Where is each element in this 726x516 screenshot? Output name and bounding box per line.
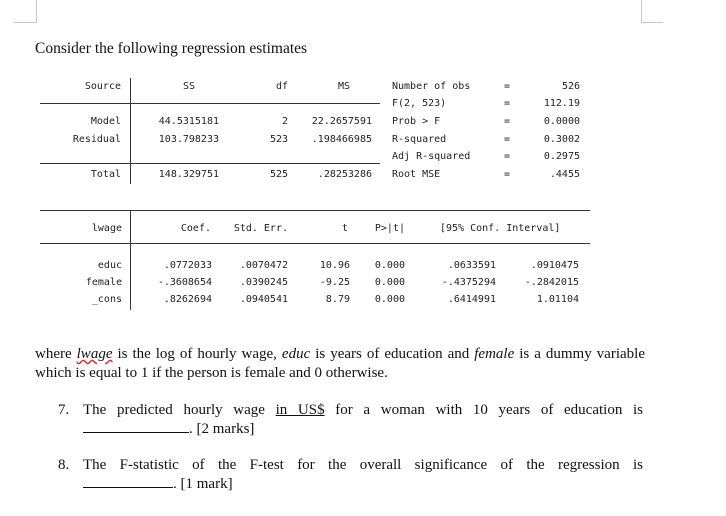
question-8-number: 8. bbox=[58, 457, 70, 473]
question-7 bbox=[58, 401, 643, 439]
source-total: Total bbox=[90, 169, 121, 180]
crop-mark-right-vertical bbox=[641, 0, 642, 22]
stat-eq-r2: = bbox=[504, 134, 511, 145]
anova-rule-bottom bbox=[40, 163, 380, 164]
ss-residual: 103.798233 bbox=[158, 134, 219, 145]
stat-eq-f: = bbox=[504, 98, 511, 109]
header-lwage: lwage bbox=[91, 223, 122, 234]
educ-term: educ bbox=[281, 346, 311, 362]
note-text-2: is the log of hourly wage, bbox=[112, 346, 282, 362]
df-header: df bbox=[275, 81, 288, 92]
se-educ: .0070472 bbox=[239, 260, 288, 271]
ss-total: 148.329751 bbox=[158, 169, 219, 180]
note-text-1: where bbox=[35, 346, 77, 362]
ci-high-educ: .0910475 bbox=[530, 260, 579, 271]
se-cons: .0940541 bbox=[239, 294, 288, 305]
t-female: -9.25 bbox=[319, 277, 350, 288]
coef-educ: .0772033 bbox=[163, 260, 212, 271]
t-educ: 10.96 bbox=[319, 260, 350, 271]
df-total: 525 bbox=[269, 169, 288, 180]
header-coef: Coef. bbox=[180, 223, 211, 234]
question-7-currency: in US$ bbox=[275, 402, 325, 418]
coef-rule-top bbox=[40, 210, 590, 211]
stat-eq-rmse: = bbox=[504, 169, 511, 180]
stat-value-probf: 0.0000 bbox=[543, 116, 580, 127]
stat-label-nobs: Number of obs bbox=[392, 81, 471, 92]
stat-value-nobs: 526 bbox=[561, 81, 580, 92]
question-8 bbox=[58, 456, 643, 494]
question-7-marks: . [2 marks] bbox=[189, 421, 255, 437]
header-t: t bbox=[341, 223, 348, 234]
ci-low-cons: .6414991 bbox=[447, 294, 496, 305]
stat-value-adjr2: 0.2975 bbox=[543, 151, 580, 162]
variable-definitions bbox=[35, 345, 645, 383]
intro-text: Consider the following regression estimates bbox=[35, 40, 308, 57]
stat-label-r2: R-squared bbox=[392, 134, 447, 145]
stat-eq-probf: = bbox=[504, 116, 511, 127]
ci-high-female: -.2842015 bbox=[524, 277, 579, 288]
var-cons: _cons bbox=[91, 294, 122, 305]
question-7-answer-blank[interactable] bbox=[83, 420, 189, 433]
question-7-text-end: for a woman with 10 years of education is bbox=[324, 402, 644, 418]
ss-model: 44.5315181 bbox=[158, 116, 219, 127]
question-7-number: 7. bbox=[58, 402, 70, 418]
note-text-4: is a dummy variable which is equal to 1 if the person is female and 0 otherwise. bbox=[35, 346, 645, 381]
crop-mark-right-horizontal bbox=[641, 22, 663, 23]
coef-vertical-rule bbox=[130, 210, 131, 310]
var-educ: educ bbox=[97, 260, 122, 271]
coef-cons: .8262694 bbox=[163, 294, 212, 305]
header-stderr: Std. Err. bbox=[233, 223, 288, 234]
ss-header: SS bbox=[182, 81, 195, 92]
stat-label-probf: Prob > F bbox=[392, 116, 441, 127]
ci-low-female: -.4375294 bbox=[441, 277, 496, 288]
crop-mark-left-horizontal bbox=[14, 22, 37, 23]
source-model: Model bbox=[90, 116, 121, 127]
stat-value-rmse: .4455 bbox=[549, 169, 580, 180]
p-female: 0.000 bbox=[374, 277, 405, 288]
header-ci: [95% Conf. Interval] bbox=[440, 223, 561, 234]
note-text-3: is years of education and bbox=[310, 346, 475, 362]
ms-total: .28253286 bbox=[317, 169, 372, 180]
header-p: P>|t| bbox=[374, 223, 405, 234]
df-model: 2 bbox=[281, 116, 288, 127]
coef-female: -.3608654 bbox=[157, 277, 212, 288]
se-female: .0390245 bbox=[239, 277, 288, 288]
ci-high-cons: 1.01104 bbox=[536, 294, 579, 305]
question-7-text: The predicted hourly wage bbox=[83, 402, 276, 418]
lwage-term: lwage bbox=[76, 346, 113, 362]
female-term: female bbox=[474, 346, 515, 362]
t-cons: 8.79 bbox=[325, 294, 350, 305]
p-cons: 0.000 bbox=[374, 294, 405, 305]
anova-rule-top bbox=[40, 103, 380, 104]
stat-label-f: F(2, 523) bbox=[392, 98, 447, 109]
anova-vertical-rule bbox=[130, 78, 131, 184]
question-8-marks: . [1 mark] bbox=[173, 476, 233, 492]
stat-eq-nobs: = bbox=[504, 81, 511, 92]
df-residual: 523 bbox=[269, 134, 288, 145]
var-female: female bbox=[85, 277, 122, 288]
ms-model: 22.2657591 bbox=[311, 116, 372, 127]
stat-value-f: 112.19 bbox=[543, 98, 580, 109]
stat-label-adjr2: Adj R-squared bbox=[392, 151, 471, 162]
source-residual: Residual bbox=[72, 134, 121, 145]
ms-header: MS bbox=[337, 81, 350, 92]
p-educ: 0.000 bbox=[374, 260, 405, 271]
stat-label-rmse: Root MSE bbox=[392, 169, 441, 180]
stat-value-r2: 0.3002 bbox=[543, 134, 580, 145]
source-header: Source bbox=[84, 81, 121, 92]
coef-rule-mid bbox=[40, 243, 590, 244]
question-8-text: The F-statistic of the F-test for the overall significance of the regression is bbox=[83, 457, 643, 473]
ms-residual: .198466985 bbox=[311, 134, 372, 145]
stat-eq-adjr2: = bbox=[504, 151, 511, 162]
crop-mark-left-vertical bbox=[36, 0, 37, 22]
question-8-answer-blank[interactable] bbox=[83, 475, 173, 488]
ci-low-educ: .0633591 bbox=[447, 260, 496, 271]
